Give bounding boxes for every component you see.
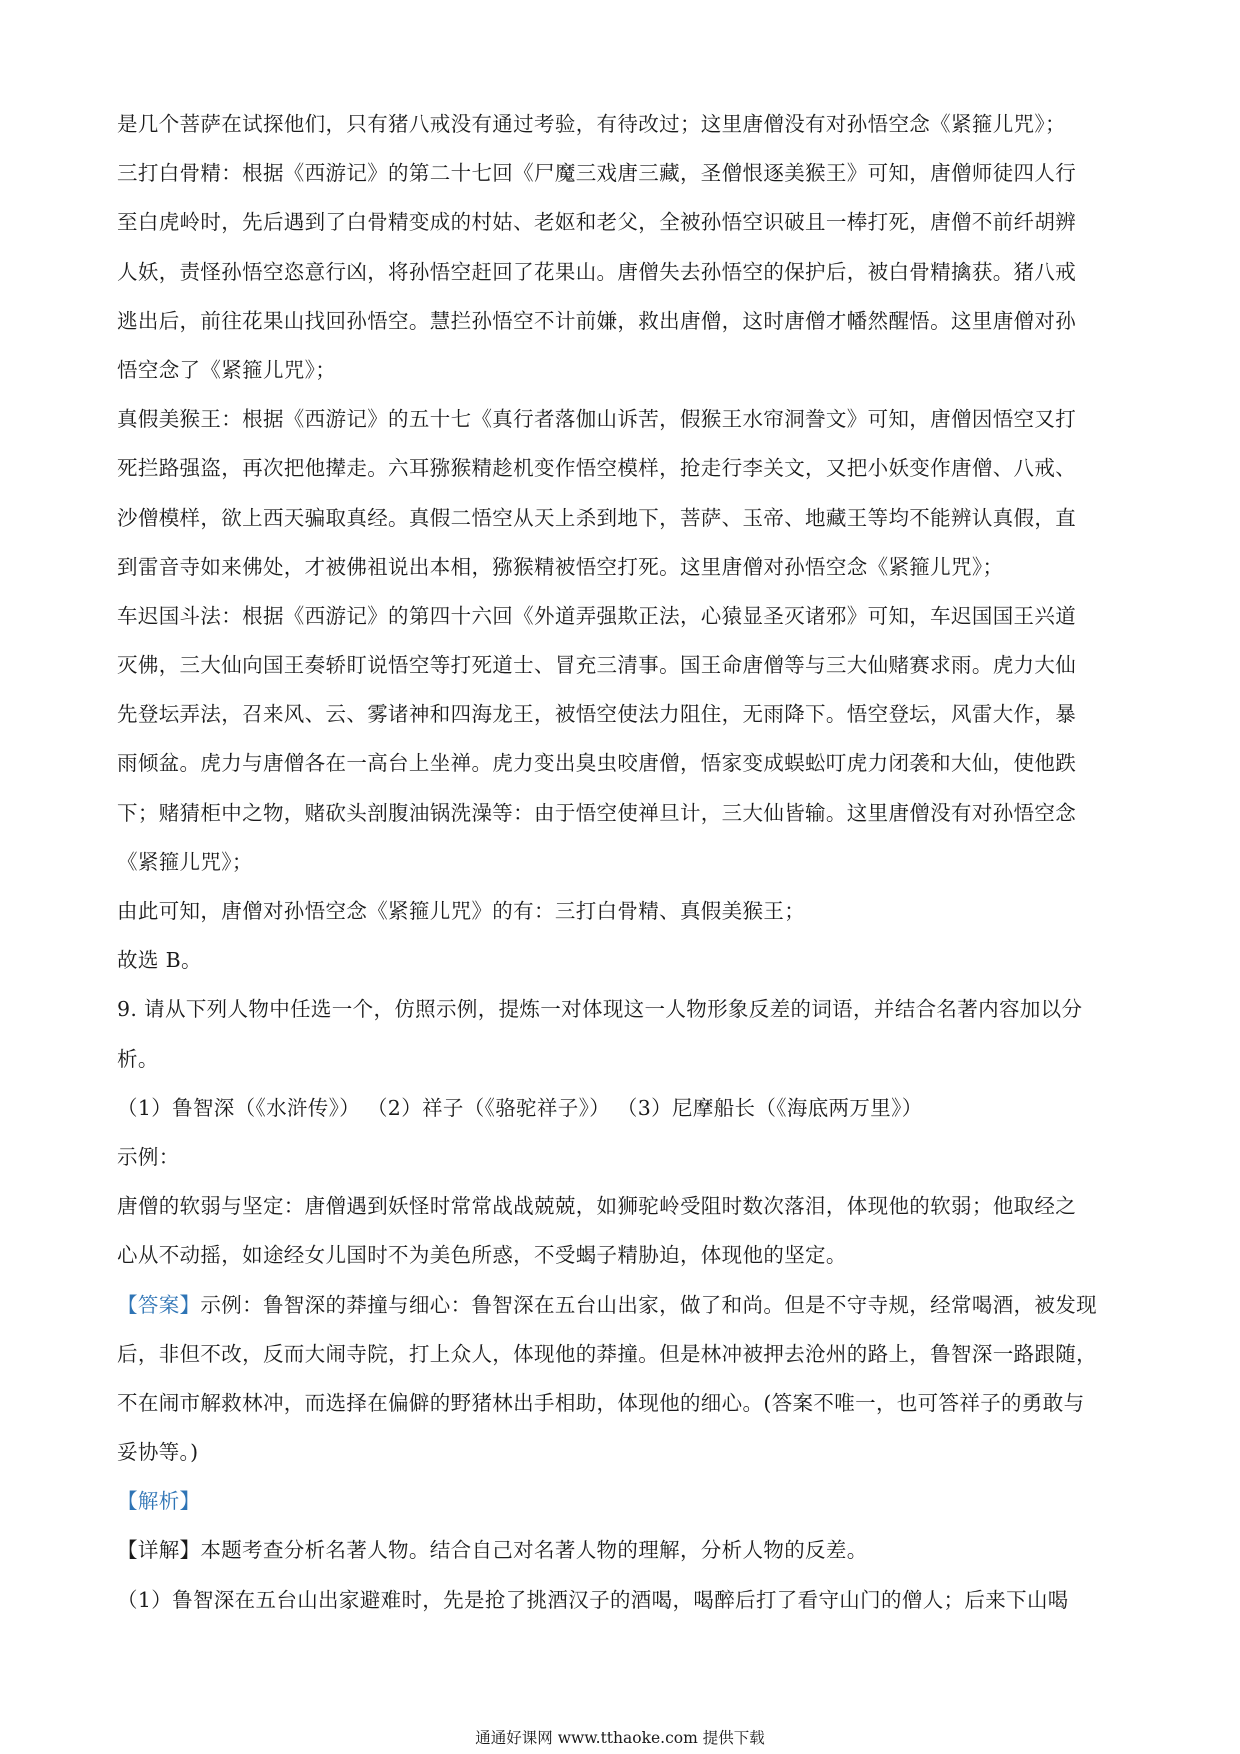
text-line: 沙僧模样，欲上西天骗取真经。真假二悟空从天上杀到地下，菩萨、玉帝、地藏王等均不能辨认真假，直: [117, 505, 1077, 530]
text-line: 雨倾盆。虎力与唐僧各在一高台上坐禅。虎力变出臭虫咬唐僧，悟家变成蜈蚣叮虎力闭袭和大仙，使他跌: [117, 751, 1077, 776]
text-line: 三打白骨精：根据《西游记》的第二十七回《尸魔三戏唐三藏，圣僧恨逐美猴王》可知，唐僧师徒四人行: [117, 161, 1077, 186]
text-line: 先登坛弄法，召来风、云、雾诸神和四海龙王，被悟空使法力阻住，无雨降下。悟空登坛，风雷大作，暴: [117, 702, 1077, 727]
answer-line: [117, 1281, 1127, 1330]
text-line: 至白虎岭时，先后遇到了白骨精变成的村姑、老妪和老父，全被孙悟空识破且一棒打死，唐僧不前纤胡辨: [117, 210, 1077, 235]
text-line: 是几个菩萨在试探他们，只有猪八戒没有通过考验，有待改过；这里唐僧没有对孙悟空念《紧箍儿咒》；: [117, 112, 1066, 136]
text-line: 下；赌猜柜中之物，赌砍头剖腹油锅洗澡等：由于悟空使禅旦计，三大仙皆输。这里唐僧没有对孙悟空念: [117, 800, 1077, 825]
answer-text: 示例：鲁智深的莽撞与细心：鲁智深在五台山出家，做了和尚。但是不守寺规，经常喝酒，被发现: [200, 1292, 1097, 1317]
answer-tag: 【答案】: [117, 1292, 201, 1317]
text-line: 故选 B。: [117, 948, 202, 973]
page-footer: 通通好课网 www.tthaoke.com 提供下载: [475, 1729, 765, 1747]
analysis-tag: 【解析】: [117, 1489, 201, 1514]
text-line: 《紧箍儿咒》；: [117, 849, 253, 874]
question-9-line: 9. 请从下列人物中任选一个，仿照示例，提炼一对体现这一人物形象反差的词语，并结合名著内容加以分: [117, 997, 1083, 1022]
text-line: 人妖，责怪孙悟空恣意行凶，将孙悟空赶回了花果山。唐僧失去孙悟空的保护后，被白骨精擒获。猪八戒: [117, 259, 1077, 284]
text-line: 到雷音寺如来佛处，才被佛祖说出本相，猕猴精被悟空打死。这里唐僧对孙悟空念《紧箍儿咒》；: [117, 554, 1004, 579]
answer-line: 后，非但不改，反而大闹寺院，打上众人，体现他的莽撞。但是林冲被押去沧州的路上，鲁智深一路跟随，: [117, 1341, 1097, 1366]
detail-tag: 【详解】: [117, 1538, 201, 1563]
question-options: （1）鲁智深（《水浒传》） （2）祥子（《骆驼祥子》） （3）尼摩船长（《海底两万里》）: [117, 1095, 923, 1120]
text-line: 灭佛，三大仙向国王奏轿盯说悟空等打死道士、冒充三清事。国王命唐僧等与三大仙赌赛求雨。虎力大仙: [117, 653, 1077, 678]
example-label: 示例：: [117, 1144, 180, 1169]
detail-line: （1）鲁智深在五台山出家避难时，先是抢了挑酒汉子的酒喝，喝醉后打了看守山门的僧人；后来下山喝: [117, 1587, 1069, 1612]
text-line: 逃出后，前往花果山找回孙悟空。慧拦孙悟空不计前嫌，救出唐僧，这时唐僧才幡然醒悟。这里唐僧对孙: [117, 308, 1077, 333]
document-body: [117, 100, 1127, 1625]
answer-line: 不在闹市解救林冲，而选择在偏僻的野猪林出手相助，体现他的细心。(答案不唯一，也可答祥子的勇敢与: [117, 1390, 1085, 1415]
text-line: 真假美猴王：根据《西游记》的五十七《真行者落伽山诉苦，假猴王水帘洞誊文》可知，唐僧因悟空又打: [117, 407, 1077, 432]
analysis-line: [117, 1477, 1127, 1526]
example-line: 心从不动摇，如途经女儿国时不为美色所惑，不受蝎子精胁迫，体现他的坚定。: [117, 1243, 847, 1268]
answer-line: 妥协等。): [117, 1440, 199, 1465]
text-line: 车迟国斗法：根据《西游记》的第四十六回《外道弄强欺正法，心猿显圣灭诸邪》可知，车迟国国王兴道: [117, 603, 1077, 628]
example-line: 唐僧的软弱与坚定：唐僧遇到妖怪时常常战战兢兢，如狮驼岭受阻时数次落泪，体现他的软弱；他取经之: [117, 1194, 1077, 1219]
detail-text: 本题考查分析名著人物。结合自己对名著人物的理解，分析人物的反差。: [200, 1538, 868, 1563]
question-9-line: 析。: [117, 1046, 159, 1071]
text-line: 死拦路强盗，再次把他撵走。六耳猕猴精趁机变作悟空模样，抢走行李关文，又把小妖变作唐僧、八戒、: [117, 456, 1077, 481]
text-line: 由此可知，唐僧对孙悟空念《紧箍儿咒》的有：三打白骨精、真假美猴王；: [117, 899, 806, 923]
detail-line: [117, 1526, 1127, 1575]
text-line: 悟空念了《紧箍儿咒》；: [117, 357, 337, 382]
